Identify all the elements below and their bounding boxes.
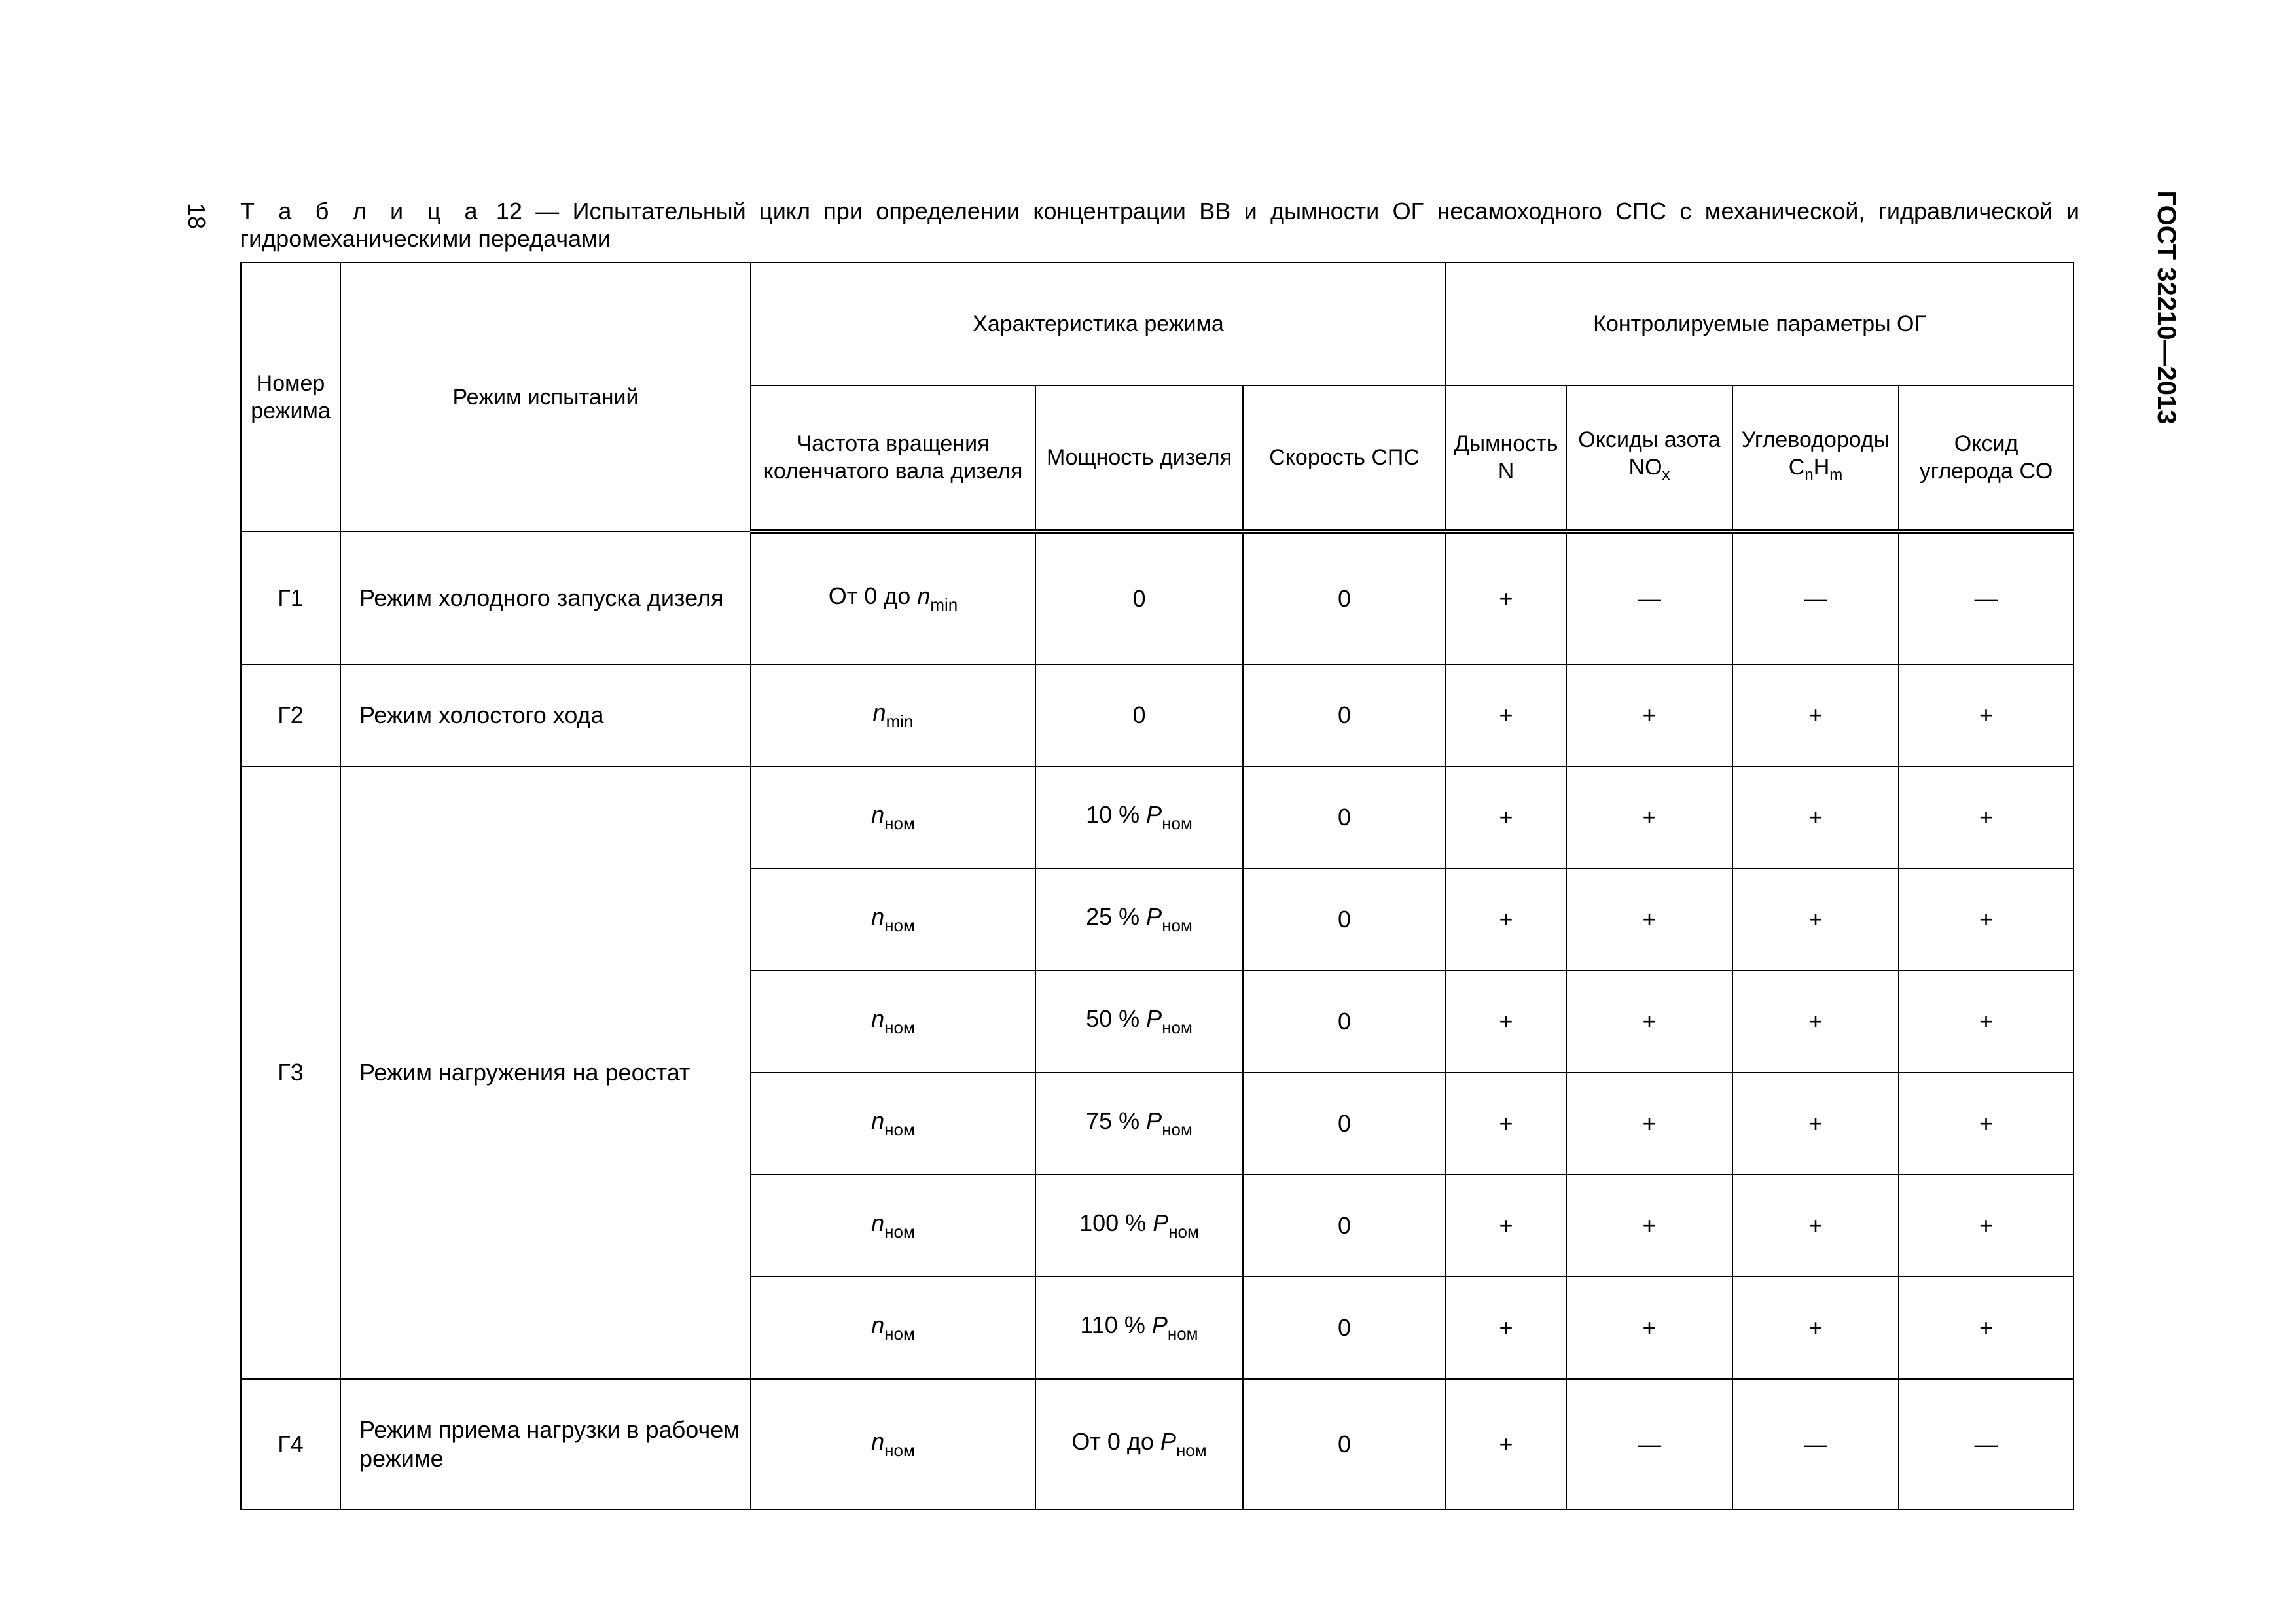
speed-subscript: min bbox=[930, 595, 958, 615]
nox-cell: + bbox=[1566, 1277, 1732, 1379]
co-cell: + bbox=[1899, 664, 2073, 766]
header-hc-h: H bbox=[1813, 455, 1830, 480]
sps-speed-cell: 0 bbox=[1243, 531, 1446, 664]
smoke-cell: + bbox=[1446, 1277, 1566, 1379]
speed-subscript: ном bbox=[884, 1222, 915, 1241]
table-caption-text: 12 — Испытательный цикл при определении концентрации ВВ и дымности ОГ несамоходного СПС с механической, гидравлической и гидромеханическими передачами bbox=[240, 198, 2079, 252]
header-sps-speed: Скорость СПС bbox=[1243, 385, 1446, 531]
co-cell: + bbox=[1899, 766, 2073, 868]
header-nox-subscript: x bbox=[1662, 466, 1670, 484]
diesel-power-cell bbox=[1035, 971, 1243, 1073]
power-symbol: P bbox=[1153, 1209, 1169, 1236]
header-hydrocarbons bbox=[1732, 385, 1899, 531]
header-smoke-label: Дымность bbox=[1454, 431, 1558, 456]
co-cell: — bbox=[1899, 531, 2073, 664]
mode-name-cell: Режим нагружения на реостат bbox=[340, 766, 751, 1379]
nox-cell: + bbox=[1566, 1175, 1732, 1277]
speed-subscript: ном bbox=[884, 1324, 915, 1344]
power-subscript: ном bbox=[1162, 1120, 1193, 1139]
smoke-cell: + bbox=[1446, 531, 1566, 664]
table-caption bbox=[240, 198, 2079, 253]
smoke-cell: + bbox=[1446, 664, 1566, 766]
speed-symbol: n bbox=[871, 1428, 885, 1455]
nox-cell: + bbox=[1566, 766, 1732, 868]
nox-cell: — bbox=[1566, 531, 1732, 664]
mode-id-cell: Г4 bbox=[241, 1379, 340, 1510]
power-subscript: ном bbox=[1175, 1440, 1207, 1460]
diesel-power-cell bbox=[1035, 766, 1243, 868]
nox-cell: + bbox=[1566, 971, 1732, 1073]
nox-cell: + bbox=[1566, 664, 1732, 766]
header-diesel-power: Мощность дизеля bbox=[1035, 385, 1243, 531]
sps-speed-cell: 0 bbox=[1243, 971, 1446, 1073]
hydrocarbons-cell: + bbox=[1732, 971, 1899, 1073]
speed-subscript: ном bbox=[884, 916, 915, 935]
power-prefix: 110 % bbox=[1080, 1311, 1145, 1338]
co-cell: + bbox=[1899, 1175, 2073, 1277]
diesel-power-cell bbox=[1035, 868, 1243, 971]
table-caption-label: Т а б л и ц а bbox=[240, 198, 483, 224]
header-nox-symbol: NO bbox=[1628, 455, 1662, 480]
crankshaft-speed-cell bbox=[751, 766, 1035, 868]
hydrocarbons-cell: + bbox=[1732, 664, 1899, 766]
header-hc-label: Углеводороды bbox=[1741, 427, 1890, 452]
power-symbol: P bbox=[1151, 1311, 1168, 1338]
speed-symbol: n bbox=[871, 1005, 885, 1032]
power-subscript: ном bbox=[1167, 1324, 1198, 1344]
smoke-cell: + bbox=[1446, 766, 1566, 868]
speed-symbol: n bbox=[872, 699, 886, 726]
header-hc-n-subscript: n bbox=[1804, 466, 1814, 484]
mode-name-cell: Режим приема нагрузки в рабочем режиме bbox=[340, 1379, 751, 1510]
power-symbol: P bbox=[1146, 801, 1162, 828]
smoke-cell: + bbox=[1446, 1379, 1566, 1510]
crankshaft-speed-cell bbox=[751, 868, 1035, 971]
diesel-power-cell bbox=[1035, 1379, 1243, 1510]
header-smoke bbox=[1446, 385, 1566, 531]
diesel-power-cell: 0 bbox=[1035, 531, 1243, 664]
smoke-cell: + bbox=[1446, 868, 1566, 971]
power-prefix: 100 % bbox=[1079, 1209, 1147, 1236]
table-row bbox=[241, 1379, 2073, 1510]
co-cell: + bbox=[1899, 1277, 2073, 1379]
power-symbol: P bbox=[1146, 903, 1162, 930]
crankshaft-speed-cell bbox=[751, 531, 1035, 664]
table-row bbox=[241, 766, 2073, 868]
speed-subscript: ном bbox=[884, 1440, 915, 1460]
speed-symbol: n bbox=[871, 1311, 885, 1338]
co-cell: — bbox=[1899, 1379, 2073, 1510]
header-mode-characteristics: Характеристика режима bbox=[751, 262, 1446, 385]
header-test-mode: Режим испытаний bbox=[340, 262, 751, 531]
crankshaft-speed-cell bbox=[751, 1175, 1035, 1277]
mode-name-cell: Режим холостого хода bbox=[340, 664, 751, 766]
sps-speed-cell: 0 bbox=[1243, 766, 1446, 868]
header-nox bbox=[1566, 385, 1732, 531]
sps-speed-cell: 0 bbox=[1243, 868, 1446, 971]
speed-subscript: ном bbox=[884, 1120, 915, 1139]
page-number: 18 bbox=[183, 202, 210, 230]
hydrocarbons-cell: + bbox=[1732, 1277, 1899, 1379]
nox-cell: + bbox=[1566, 1073, 1732, 1175]
power-prefix: 25 % bbox=[1086, 903, 1140, 930]
diesel-power-cell: 0 bbox=[1035, 664, 1243, 766]
smoke-cell: + bbox=[1446, 1175, 1566, 1277]
speed-subscript: ном bbox=[884, 813, 915, 833]
sps-speed-cell: 0 bbox=[1243, 1379, 1446, 1510]
speed-subscript: ном bbox=[884, 1018, 915, 1037]
speed-symbol: n bbox=[871, 801, 885, 828]
crankshaft-speed-cell bbox=[751, 1073, 1035, 1175]
header-co: Оксид углерода CO bbox=[1899, 385, 2073, 531]
speed-symbol: n bbox=[917, 582, 931, 609]
crankshaft-speed-cell bbox=[751, 1277, 1035, 1379]
diesel-power-cell bbox=[1035, 1175, 1243, 1277]
power-subscript: ном bbox=[1162, 916, 1193, 935]
hydrocarbons-cell: — bbox=[1732, 531, 1899, 664]
hydrocarbons-cell: + bbox=[1732, 1073, 1899, 1175]
speed-symbol: n bbox=[871, 1209, 885, 1236]
power-subscript: ном bbox=[1162, 1018, 1193, 1037]
nox-cell: — bbox=[1566, 1379, 1732, 1510]
speed-symbol: n bbox=[871, 1107, 885, 1134]
sps-speed-cell: 0 bbox=[1243, 664, 1446, 766]
power-prefix: От 0 до bbox=[1071, 1428, 1154, 1455]
co-cell: + bbox=[1899, 1073, 2073, 1175]
mode-id-cell: Г3 bbox=[241, 766, 340, 1379]
speed-subscript: min bbox=[886, 711, 914, 731]
co-cell: + bbox=[1899, 971, 2073, 1073]
header-hc-m-subscript: m bbox=[1829, 466, 1843, 484]
test-cycle-table bbox=[240, 262, 2074, 1510]
document-code: ГОСТ 32210—2013 bbox=[2152, 190, 2181, 425]
sps-speed-cell: 0 bbox=[1243, 1073, 1446, 1175]
power-prefix: 75 % bbox=[1086, 1107, 1140, 1134]
table-row bbox=[241, 664, 2073, 766]
nox-cell: + bbox=[1566, 868, 1732, 971]
sps-speed-cell: 0 bbox=[1243, 1277, 1446, 1379]
power-symbol: P bbox=[1146, 1107, 1162, 1134]
crankshaft-speed-cell bbox=[751, 1379, 1035, 1510]
crankshaft-speed-cell bbox=[751, 664, 1035, 766]
smoke-cell: + bbox=[1446, 971, 1566, 1073]
header-crankshaft-speed: Частота вращения коленчатого вала дизеля bbox=[751, 385, 1035, 531]
hydrocarbons-cell: + bbox=[1732, 766, 1899, 868]
power-prefix: 50 % bbox=[1086, 1005, 1140, 1032]
power-subscript: ном bbox=[1162, 813, 1193, 833]
mode-id-cell: Г1 bbox=[241, 531, 340, 664]
mode-name-cell: Режим холодного запуска дизеля bbox=[340, 531, 751, 664]
header-hc-c: C bbox=[1788, 455, 1805, 480]
table-header-row bbox=[241, 262, 2073, 385]
diesel-power-cell bbox=[1035, 1277, 1243, 1379]
header-controlled-parameters: Контролируемые параметры ОГ bbox=[1446, 262, 2073, 385]
hydrocarbons-cell: + bbox=[1732, 1175, 1899, 1277]
power-subscript: ном bbox=[1168, 1222, 1199, 1241]
sps-speed-cell: 0 bbox=[1243, 1175, 1446, 1277]
speed-prefix: От 0 до bbox=[828, 582, 911, 609]
power-prefix: 10 % bbox=[1086, 801, 1140, 828]
header-smoke-symbol: N bbox=[1498, 459, 1515, 484]
crankshaft-speed-cell bbox=[751, 971, 1035, 1073]
hydrocarbons-cell: — bbox=[1732, 1379, 1899, 1510]
hydrocarbons-cell: + bbox=[1732, 868, 1899, 971]
mode-id-cell: Г2 bbox=[241, 664, 340, 766]
co-cell: + bbox=[1899, 868, 2073, 971]
smoke-cell: + bbox=[1446, 1073, 1566, 1175]
header-mode-number: Номер режима bbox=[241, 262, 340, 531]
header-nox-label: Оксиды азота bbox=[1578, 427, 1721, 452]
table-row bbox=[241, 531, 2073, 664]
power-symbol: P bbox=[1160, 1428, 1176, 1455]
diesel-power-cell bbox=[1035, 1073, 1243, 1175]
speed-symbol: n bbox=[871, 903, 885, 930]
power-symbol: P bbox=[1146, 1005, 1162, 1032]
